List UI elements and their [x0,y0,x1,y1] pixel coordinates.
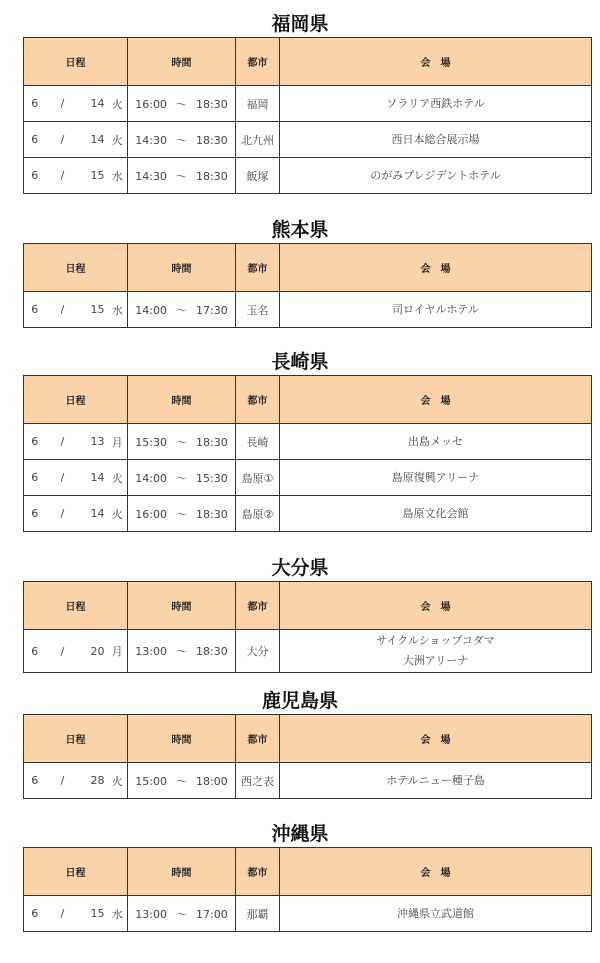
time-end: 17:00 [196,907,228,921]
date-weekday: 月 [108,630,128,673]
header-date: 日程 [24,38,128,86]
date-day: 15 [80,292,108,328]
header-time: 時間 [128,244,236,292]
header-venue: 会 場 [280,38,592,86]
date-separator: / [46,122,80,158]
header-city: 都市 [236,376,280,424]
table-row [24,86,592,122]
date-separator: / [46,460,80,496]
prefecture-title: 福岡県 [271,13,329,35]
time-tilde: ～ [176,169,187,183]
city-name: 飯塚 [236,158,280,194]
date-month: 6 [24,86,46,122]
time-tilde: ～ [176,645,187,658]
city-name: 福岡 [236,86,280,122]
time-range [128,496,236,532]
date-separator: / [46,896,80,932]
table-row [24,122,592,158]
table-row [24,424,592,460]
city-name: 長崎 [236,424,280,460]
venue-line: 出島メッセ [408,434,463,448]
time-end: 18:30 [196,97,228,111]
date-day: 14 [80,86,108,122]
date-day: 14 [80,460,108,496]
header-city: 都市 [236,582,280,630]
date-weekday: 水 [108,292,128,328]
venue-line: サイクルショップコダマ [376,634,495,647]
table-row [24,630,592,673]
date-weekday: 火 [108,763,128,799]
date-month: 6 [24,763,46,799]
header-date: 日程 [24,244,128,292]
venue-line: 島原文化会館 [402,506,469,520]
header-city: 都市 [236,715,280,763]
time-tilde: ～ [176,97,187,111]
venue-line: ホテルニュー種子島 [386,773,485,787]
time-end: 18:00 [196,774,228,788]
city-name: 西之表 [236,763,280,799]
date-weekday: 水 [108,896,128,932]
table-header-row [24,376,592,424]
time-tilde: ～ [176,774,187,788]
table-row [24,763,592,799]
time-start: 13:00 [135,645,167,658]
date-day: 13 [80,424,108,460]
city-name: 大分 [236,630,280,673]
time-range [128,763,236,799]
time-tilde: ～ [176,435,187,449]
time-range [128,292,236,328]
date-month: 6 [24,496,46,532]
table-header-row [24,715,592,763]
header-city: 都市 [236,848,280,896]
time-end: 18:30 [196,169,228,183]
date-separator: / [46,86,80,122]
venue-name [280,86,592,122]
date-month: 6 [24,158,46,194]
date-separator: / [46,158,80,194]
header-city: 都市 [236,38,280,86]
date-day: 20 [80,630,108,673]
prefecture-title: 長崎県 [271,351,329,373]
time-range [128,460,236,496]
date-month: 6 [24,292,46,328]
schedule-table [23,581,592,673]
header-venue: 会 場 [280,582,592,630]
venue-name [280,630,592,673]
table-row [24,496,592,532]
schedule-table [23,847,592,932]
time-range [128,122,236,158]
prefecture-title: 沖縄県 [271,823,329,845]
time-start: 14:00 [135,303,167,317]
city-name: 那覇 [236,896,280,932]
city-name: 島原② [236,496,280,532]
header-date: 日程 [24,582,128,630]
venue-line: 大洲アリーナ [402,654,469,667]
venue-name [280,292,592,328]
venue-line: のがみプレジデントホテル [370,168,501,182]
schedule-table [23,375,592,532]
venue-name [280,496,592,532]
schedule-table [23,714,592,799]
time-start: 14:30 [135,133,167,147]
time-start: 16:00 [135,507,167,521]
date-separator: / [46,292,80,328]
schedule-table [23,243,592,328]
header-venue: 会 場 [280,848,592,896]
prefecture-title: 熊本県 [271,219,329,241]
header-time: 時間 [128,715,236,763]
date-day: 15 [80,896,108,932]
date-separator: / [46,424,80,460]
venue-name [280,424,592,460]
time-tilde: ～ [176,907,187,921]
venue-line: 司ロイヤルホテル [391,302,479,316]
table-row [24,158,592,194]
time-end: 15:30 [196,471,228,485]
date-month: 6 [24,122,46,158]
date-weekday: 月 [108,424,128,460]
date-month: 6 [24,630,46,673]
date-weekday: 水 [108,158,128,194]
table-row [24,292,592,328]
time-end: 18:30 [196,507,228,521]
time-start: 16:00 [135,97,167,111]
venue-name [280,763,592,799]
time-start: 13:00 [135,907,167,921]
venue-line: ソラリア西鉄ホテル [386,96,485,110]
date-weekday: 火 [108,86,128,122]
venue-line: 沖縄県立武道館 [397,906,474,920]
date-separator: / [46,630,80,673]
table-header-row [24,582,592,630]
header-venue: 会 場 [280,715,592,763]
table-header-row [24,848,592,896]
date-weekday: 火 [108,460,128,496]
header-time: 時間 [128,376,236,424]
date-day: 15 [80,158,108,194]
header-venue: 会 場 [280,376,592,424]
time-tilde: ～ [176,133,187,147]
city-name: 島原① [236,460,280,496]
time-start: 15:30 [135,435,167,449]
date-weekday: 火 [108,122,128,158]
time-tilde: ～ [176,303,187,317]
date-day: 14 [80,122,108,158]
header-date: 日程 [24,848,128,896]
time-range [128,630,236,673]
header-time: 時間 [128,582,236,630]
header-time: 時間 [128,38,236,86]
date-month: 6 [24,460,46,496]
time-end: 18:30 [196,435,228,449]
header-city: 都市 [236,244,280,292]
time-tilde: ～ [176,507,187,521]
date-separator: / [46,496,80,532]
city-name: 玉名 [236,292,280,328]
table-header-row [24,244,592,292]
time-range [128,158,236,194]
table-row [24,896,592,932]
date-day: 14 [80,496,108,532]
header-venue: 会 場 [280,244,592,292]
header-time: 時間 [128,848,236,896]
time-start: 15:00 [135,774,167,788]
city-name: 北九州 [236,122,280,158]
time-start: 14:00 [135,471,167,485]
venue-name [280,896,592,932]
schedule-table [23,37,592,194]
time-range [128,424,236,460]
prefecture-title: 大分県 [271,557,329,579]
header-date: 日程 [24,715,128,763]
date-day: 28 [80,763,108,799]
venue-name [280,460,592,496]
venue-name [280,158,592,194]
prefecture-title: 鹿児島県 [261,690,338,712]
date-weekday: 火 [108,496,128,532]
time-end: 18:30 [196,645,228,658]
date-month: 6 [24,424,46,460]
time-tilde: ～ [176,471,187,485]
time-end: 18:30 [196,133,228,147]
time-range [128,86,236,122]
venue-line: 島原復興アリーナ [391,470,480,484]
table-header-row [24,38,592,86]
time-start: 14:30 [135,169,167,183]
date-month: 6 [24,896,46,932]
time-range [128,896,236,932]
header-date: 日程 [24,376,128,424]
venue-name [280,122,592,158]
venue-line: 西日本総合展示場 [391,132,480,146]
table-row [24,460,592,496]
time-end: 17:30 [196,303,228,317]
date-separator: / [46,763,80,799]
